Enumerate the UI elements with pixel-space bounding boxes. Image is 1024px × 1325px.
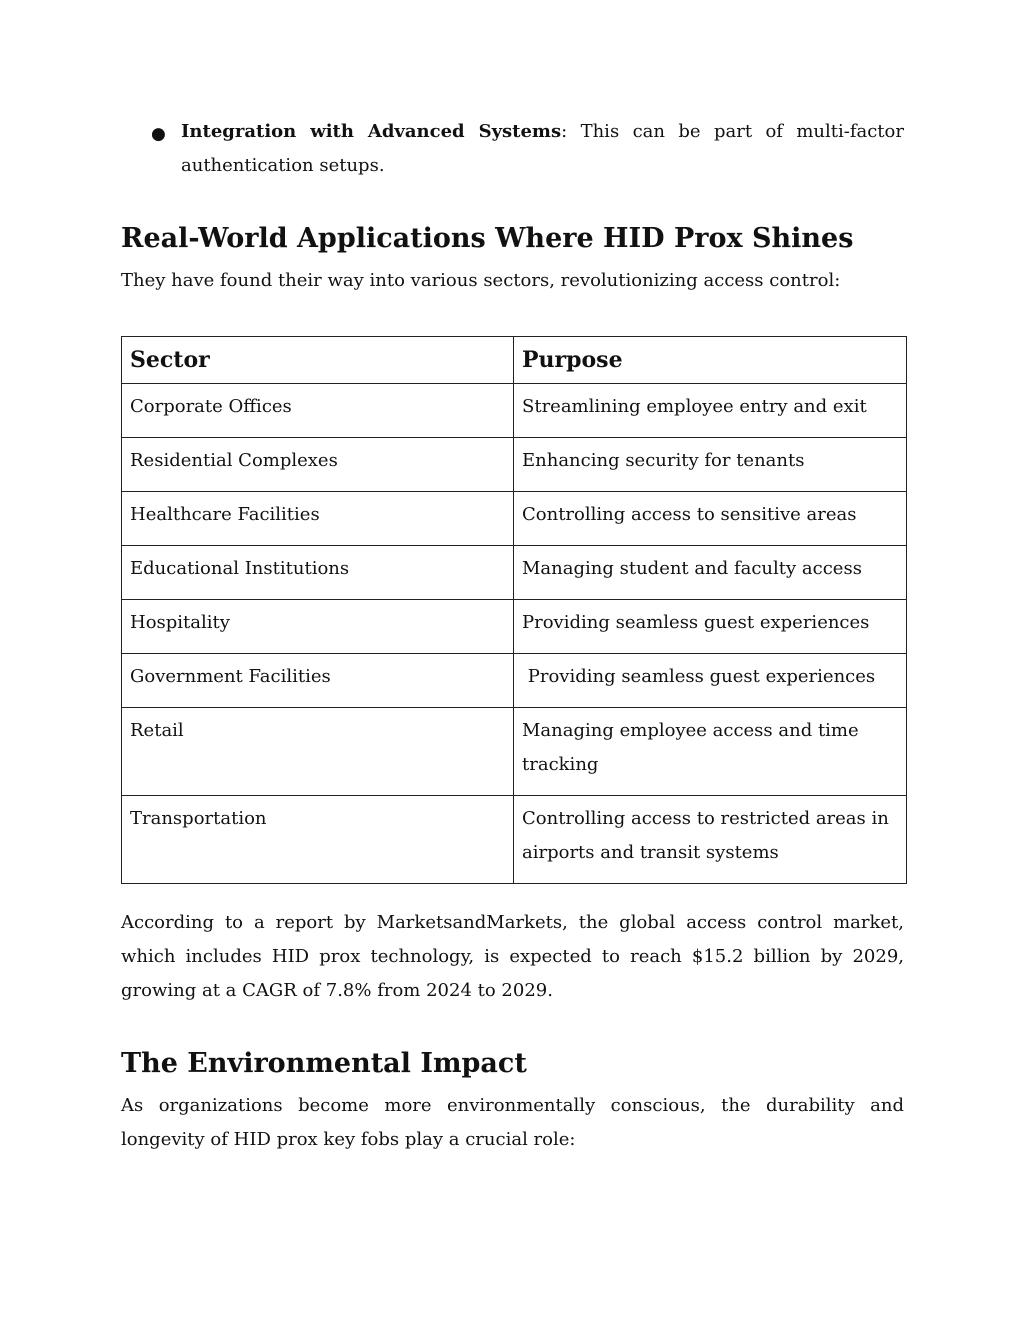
sector-cell: Corporate Offices (122, 384, 514, 438)
table-row (122, 438, 907, 492)
purpose-cell: Managing student and faculty access (514, 546, 907, 600)
purpose-cell: Providing seamless guest experiences (514, 600, 907, 654)
table-header-row (122, 337, 907, 384)
sector-cell: Government Facilities (122, 654, 514, 708)
table-header-purpose: Purpose (514, 337, 907, 384)
section-heading-applications: Real-World Applications Where HID Prox Shines (121, 223, 854, 254)
table-row (122, 600, 907, 654)
bullet-bold-term: Integration with Advanced Systems (181, 121, 562, 142)
bullet-description: : This can be part of multi-factor authentication setups. (181, 121, 904, 176)
sector-cell: Retail (122, 708, 514, 796)
table-row (122, 654, 907, 708)
purpose-cell: Streamlining employee entry and exit (514, 384, 907, 438)
sector-cell: Healthcare Facilities (122, 492, 514, 546)
bullet-text (181, 115, 904, 183)
table-header-sector: Sector (122, 337, 514, 384)
sector-cell: Hospitality (122, 600, 514, 654)
table-row (122, 384, 907, 438)
section-intro-environment: As organizations become more environmentally conscious, the durability and longevity of HID prox key fobs play a crucial role: (121, 1095, 904, 1150)
sector-cell: Residential Complexes (122, 438, 514, 492)
table-row (122, 708, 907, 796)
purpose-cell: Enhancing security for tenants (514, 438, 907, 492)
purpose-cell: Managing employee access and time tracking (514, 708, 907, 796)
table-row (122, 796, 907, 884)
bullet-icon: ● (151, 124, 166, 144)
market-paragraph: According to a report by MarketsandMarkets, the global access control market, which includes HID prox technology, is expected to reach $15.2 billion by 2029, growing at a CAGR of 7.8% from 2024 to 2029. (121, 912, 904, 1001)
purpose-cell: Providing seamless guest experiences (514, 654, 907, 708)
purpose-cell: Controlling access to restricted areas in airports and transit systems (514, 796, 907, 884)
sector-cell: Transportation (122, 796, 514, 884)
table-row (122, 546, 907, 600)
sector-cell: Educational Institutions (122, 546, 514, 600)
section-intro-applications: They have found their way into various sectors, revolutionizing access control: (121, 270, 841, 291)
table-row (122, 492, 907, 546)
section-heading-environment: The Environmental Impact (121, 1048, 527, 1079)
sector-table (121, 336, 907, 884)
purpose-cell: Controlling access to sensitive areas (514, 492, 907, 546)
